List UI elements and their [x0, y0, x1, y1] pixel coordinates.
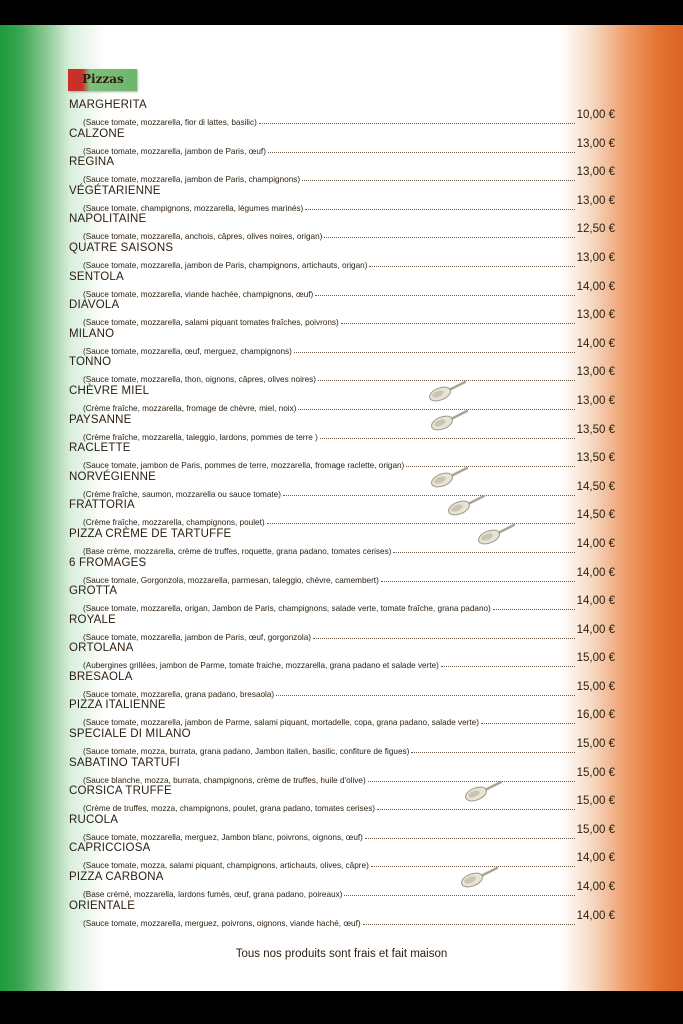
pizza-price: 15,00 € — [576, 680, 615, 693]
section-title: Pizzas — [82, 72, 124, 86]
leader-dots — [341, 323, 575, 324]
pizza-description: (Sauce tomate, mozzarella, jambon de Paris, champignons) — [83, 175, 301, 185]
pizza-price: 13,00 € — [576, 166, 615, 179]
pizza-name: VÉGÉTARIENNE — [69, 184, 161, 197]
pizza-name: CAPRICCIOSA — [69, 842, 151, 855]
pizza-description: (Sauce tomate, mozzarella, jambon de Paris, œuf, gorgonzola) — [83, 632, 311, 642]
leader-dots — [344, 895, 574, 896]
pizza-price: 14,50 € — [576, 509, 615, 522]
pizza-description: (Sauce tomate, jambon de Paris, pommes de terre, mozzarella, fromage raclette, origan) — [83, 461, 405, 471]
pizza-price: 13,00 € — [576, 137, 615, 150]
pizza-name: ORIENTALE — [69, 899, 136, 912]
leader-dots — [363, 924, 575, 925]
pizza-price: 14,00 € — [576, 595, 615, 608]
pizza-name: REGINA — [69, 156, 115, 169]
leader-dots — [315, 295, 574, 296]
menu-item — [69, 900, 615, 929]
pizza-description: (Sauce tomate, mozzarella, thon, oignons, câpres, olives noires) — [83, 375, 317, 385]
menu-item — [69, 328, 615, 357]
leader-dots — [365, 838, 575, 839]
pizza-name: 6 FROMAGES — [69, 556, 147, 569]
pizza-price: 14,00 € — [576, 881, 615, 894]
leader-dots — [377, 809, 575, 810]
pizza-name: CALZONE — [69, 127, 125, 140]
pizza-name: FRATTORIA — [69, 499, 135, 512]
pizza-price: 13,50 € — [576, 423, 615, 436]
pizza-price: 15,00 € — [576, 795, 615, 808]
menu-item — [69, 271, 615, 300]
leader-dots — [283, 495, 575, 496]
pizza-list — [69, 99, 615, 928]
menu-item — [69, 471, 615, 500]
pizza-price: 14,00 € — [576, 909, 615, 922]
pizza-name: TONNO — [69, 356, 112, 369]
leader-dots — [369, 266, 574, 267]
pizza-description: (Sauce tomate, mozzarella, fior di lattes, basilic) — [83, 118, 257, 127]
pizza-name: GROTTA — [69, 585, 118, 598]
pizza-name: PAYSANNE — [69, 413, 132, 426]
menu-item — [69, 385, 615, 414]
menu-item — [69, 671, 615, 700]
pizza-name: RUCOLA — [69, 813, 119, 826]
pizza-price: 10,00 € — [576, 109, 615, 121]
leader-dots — [259, 123, 575, 124]
pizza-description: (Sauce tomate, mozzarella, jambon de Parme, salami piquant, mortadelle, copa, grana padano, salade verte) — [83, 718, 479, 728]
menu-item — [69, 585, 615, 614]
pizza-name: SABATINO TARTUFI — [69, 756, 180, 769]
menu-item — [69, 528, 615, 557]
pizza-description: (Sauce tomate, mozzarella, merguez, Jambon blanc, poivrons, oignons, œuf) — [83, 832, 363, 842]
menu-item — [69, 99, 615, 128]
truffle-spoon-icon — [461, 779, 505, 803]
pizza-name: MILANO — [69, 327, 115, 340]
pizza-description: (Sauce tomate, mozzarella, anchois, câpres, olives noires, origan) — [83, 232, 323, 242]
pizza-price: 13,00 € — [576, 194, 615, 207]
leader-dots — [493, 609, 575, 610]
pizza-description: (Sauce tomate, mozza, salami piquant, champignons, artichauts, olives, câpre) — [83, 861, 369, 871]
pizza-name: PIZZA ITALIENNE — [69, 699, 166, 712]
pizza-price: 14,00 € — [576, 537, 615, 550]
pizza-price: 15,00 € — [576, 738, 615, 751]
menu-item — [69, 557, 615, 586]
pizza-description: (Crème fraîche, mozzarella, fromage de chèvre, miel, noix) — [83, 403, 297, 413]
pizza-name: SENTOLA — [69, 270, 124, 283]
pizza-price: 13,00 € — [576, 366, 615, 379]
menu-item — [69, 299, 615, 328]
pizza-description: (Sauce tomate, Gorgonzola, mozzarella, parmesan, taleggio, chèvre, camembert) — [83, 575, 379, 585]
pizza-description: (Base crème, mozzarella, crème de truffes, roquette, grana padano, tomates cerises) — [83, 546, 392, 556]
leader-dots — [481, 723, 575, 724]
truffle-spoon-icon — [444, 493, 488, 517]
pizza-description: (Sauce tomate, mozzarella, grana padano, bresaola) — [83, 689, 275, 699]
pizza-name: PIZZA CARBONA — [69, 871, 164, 884]
pizza-name: ROYALE — [69, 613, 117, 626]
pizza-price: 12,50 € — [576, 223, 615, 236]
truffle-spoon-icon — [427, 408, 471, 432]
menu-item — [69, 442, 615, 471]
menu-item — [69, 642, 615, 671]
menu-item — [69, 757, 615, 786]
pizza-name: SPECIALE DI MILANO — [69, 728, 191, 741]
leader-dots — [305, 209, 574, 210]
pizza-description: (Base crémé, mozzarella, lardons fumés, œuf, grana padano, poireaux) — [83, 890, 343, 900]
pizza-description: (Crème de truffes, mozza, champignons, poulet, grana padano, tomates cerises) — [83, 804, 376, 814]
leader-dots — [411, 752, 574, 753]
pizza-description: (Sauce tomate, mozzarella, jambon de Paris, œuf) — [83, 146, 266, 156]
menu-item — [69, 213, 615, 242]
pizza-price: 14,00 € — [576, 566, 615, 579]
pizza-name: BRESAOLA — [69, 670, 133, 683]
truffle-spoon-icon — [457, 865, 501, 889]
pizza-description: (Sauce tomate, mozzarella, viande hachée, champignons, œuf) — [83, 289, 314, 299]
pizza-description: (Sauce tomate, mozzarella, merguez, poivrons, oignons, viande haché, œuf) — [83, 918, 361, 928]
menu-item — [69, 156, 615, 185]
pizza-price: 14,00 € — [576, 337, 615, 350]
leader-dots — [320, 438, 575, 439]
pizza-name: MARGHERITA — [69, 99, 147, 111]
pizza-price: 13,00 € — [576, 309, 615, 322]
menu-item — [69, 242, 615, 271]
truffle-spoon-icon — [425, 379, 469, 403]
pizza-name: CORSICA TRUFFE — [69, 785, 172, 798]
pizza-description: (Sauce tomate, mozzarella, origan, Jambon de Paris, champignons, salade verte, tomate fraîche, grana padano) — [83, 604, 491, 614]
leader-dots — [276, 695, 574, 696]
pizza-description: (Sauce tomate, champignons, mozzarella, légumes marinés) — [83, 203, 304, 213]
pizza-price: 13,00 € — [576, 251, 615, 264]
pizza-description: (Sauce tomate, mozzarella, jambon de Paris, champignons, artichauts, origan) — [83, 260, 368, 270]
pizza-name: ORTOLANA — [69, 642, 134, 655]
menu-item — [69, 842, 615, 871]
pizza-description: (Aubergines grillées, jambon de Parme, tomate fraiche, mozzarella, grana padano et salade verte) — [83, 661, 439, 671]
pizza-name: QUATRE SAISONS — [69, 241, 174, 254]
menu-page — [0, 25, 683, 991]
menu-item — [69, 785, 615, 814]
truffle-spoon-icon — [474, 522, 518, 546]
leader-dots — [381, 581, 575, 582]
pizza-name: NORVÉGIENNE — [69, 470, 156, 483]
leader-dots — [324, 237, 574, 238]
pizza-price: 14,00 € — [576, 280, 615, 293]
leader-dots — [393, 552, 574, 553]
menu-item — [69, 414, 615, 443]
pizza-price: 14,00 € — [576, 623, 615, 636]
pizza-description: (Crème fraîche, saumon, mozzarella ou sauce tomate) — [83, 489, 281, 499]
pizza-description: (Sauce blanche, mozza, burrata, champignons, crème de truffes, huile d'olive) — [83, 775, 366, 785]
menu-item — [69, 499, 615, 528]
menu-item — [69, 185, 615, 214]
leader-dots — [268, 152, 575, 153]
leader-dots — [302, 180, 575, 181]
pizza-description: (Sauce tomate, mozzarella, salami piquant tomates fraîches, poivrons) — [83, 318, 339, 328]
leader-dots — [294, 352, 575, 353]
pizza-name: NAPOLITAINE — [69, 213, 147, 226]
footer-note: Tous nos produits sont frais et fait maison — [235, 948, 448, 960]
pizza-price: 14,00 € — [576, 852, 615, 865]
pizza-name: RACLETTE — [69, 442, 131, 455]
leader-dots — [313, 638, 575, 639]
pizza-price: 16,00 € — [576, 709, 615, 722]
menu-item — [69, 871, 615, 900]
menu-item — [69, 699, 615, 728]
section-header — [68, 69, 137, 91]
pizza-description: (Sauce tomate, mozza, burrata, grana padano, Jambon italien, basilic, confiture de figues) — [83, 747, 410, 757]
truffle-spoon-icon — [427, 465, 471, 489]
menu-item — [69, 128, 615, 157]
pizza-price: 15,00 € — [576, 823, 615, 836]
menu-item — [69, 614, 615, 643]
pizza-name: DIAVOLA — [69, 299, 120, 312]
pizza-price: 13,00 € — [576, 394, 615, 407]
leader-dots — [267, 523, 575, 524]
pizza-description: (Sauce tomate, mozzarella, œuf, merguez, champignons) — [83, 346, 292, 356]
pizza-price: 14,50 € — [576, 480, 615, 493]
pizza-price: 15,00 € — [576, 652, 615, 665]
pizza-name: CHÈVRE MIEL — [69, 384, 150, 397]
pizza-price: 13,50 € — [576, 452, 615, 465]
leader-dots — [441, 666, 575, 667]
pizza-description: (Crème fraîche, mozzarella, taleggio, lardons, pommes de terre ) — [83, 432, 318, 442]
menu-item — [69, 728, 615, 757]
menu-item — [69, 356, 615, 385]
menu-item — [69, 814, 615, 843]
pizza-description: (Crème fraîche, mozzarella, champignons, poulet) — [83, 518, 265, 528]
pizza-price: 15,00 € — [576, 766, 615, 779]
pizza-name: PIZZA CRÈME DE TARTUFFE — [69, 527, 232, 540]
